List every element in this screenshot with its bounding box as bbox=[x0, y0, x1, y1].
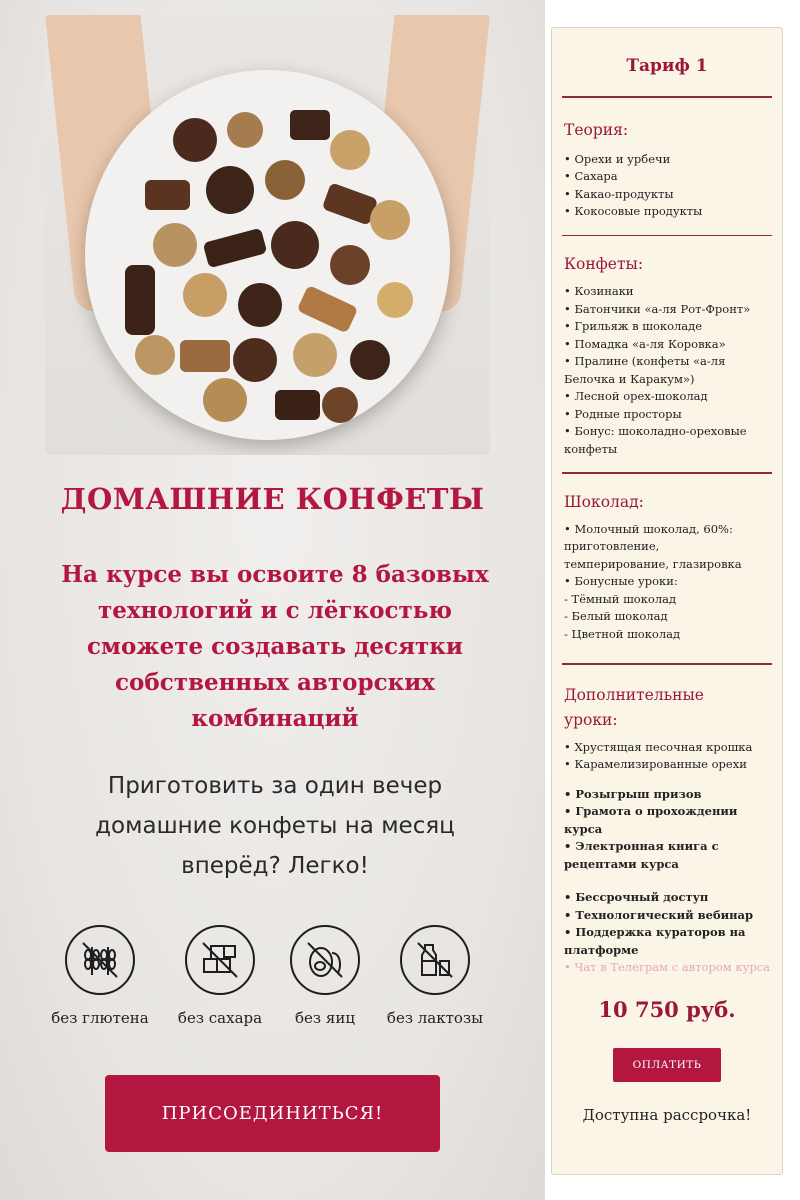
divider bbox=[562, 472, 772, 474]
list-item: • Сахара bbox=[564, 169, 618, 183]
list-item: • Козинаки bbox=[564, 284, 634, 298]
pay-button[interactable]: ОПЛАТИТЬ bbox=[613, 1048, 721, 1082]
list-item: конфеты bbox=[564, 441, 618, 456]
feature-no-lactose bbox=[380, 925, 490, 1027]
list-item: • Грамота о прохождении курса bbox=[564, 804, 738, 836]
section-chocolate bbox=[564, 490, 770, 644]
list-item: • Чат в Телеграм с автором курса bbox=[564, 960, 770, 974]
tariff-card bbox=[551, 27, 783, 1175]
feature-list bbox=[51, 925, 495, 1035]
list-item: • Грильяж в шоколаде bbox=[564, 319, 703, 333]
section-extra-lessons bbox=[564, 683, 770, 977]
course-subtitle bbox=[45, 557, 505, 737]
list-item: - Тёмный шоколад bbox=[564, 591, 677, 606]
list-item: приготовление, bbox=[564, 539, 660, 553]
list-item: • Родные просторы bbox=[564, 406, 682, 421]
join-button[interactable]: ПРИСОЕДИНИТЬСЯ! bbox=[105, 1075, 440, 1152]
list-item: • Молочный шоколад, 60%: bbox=[564, 521, 733, 536]
feature-no-eggs bbox=[270, 925, 380, 1027]
list-item: рецептами курса bbox=[564, 856, 679, 871]
no-sugar-icon bbox=[185, 925, 255, 995]
section-title: уроки: bbox=[564, 710, 618, 729]
feature-label: без глютена bbox=[51, 1009, 149, 1027]
list-item: • Поддержка кураторов на bbox=[564, 925, 746, 939]
subtitle-line: технологий и с лёгкостью bbox=[98, 597, 452, 624]
feature-no-sugar bbox=[165, 925, 275, 1027]
list-item: • Помадка «а-ля Коровка» bbox=[564, 336, 726, 351]
candies-illustration bbox=[85, 70, 450, 440]
divider bbox=[562, 663, 772, 665]
subtitle-line: собственных авторских bbox=[115, 669, 435, 696]
subtitle-line: сможете создавать десятки bbox=[87, 633, 463, 660]
lead-line: Приготовить за один вечер bbox=[107, 773, 443, 799]
list-item: • Пралине (конфеты «а-ля bbox=[564, 354, 726, 368]
list-item: • Лесной орех-шоколад bbox=[564, 389, 708, 403]
divider bbox=[562, 235, 772, 237]
list-item: • Бонусные уроки: bbox=[564, 574, 678, 588]
lead-text bbox=[45, 766, 505, 886]
list-item: • Электронная книга с bbox=[564, 839, 719, 853]
feature-no-gluten bbox=[45, 925, 155, 1027]
list-item: - Белый шоколад bbox=[564, 609, 668, 623]
lead-line: домашние конфеты на месяц bbox=[95, 813, 455, 839]
lead-line: вперёд? Легко! bbox=[181, 853, 369, 879]
page-title: ДОМАШНИЕ КОНФЕТЫ bbox=[60, 482, 485, 516]
feature-label: без сахара bbox=[177, 1009, 263, 1027]
feature-label: без яиц bbox=[295, 1009, 355, 1027]
no-lactose-icon bbox=[400, 925, 470, 995]
section-title: Конфеты: bbox=[564, 255, 644, 273]
subtitle-line: На курсе вы освоите 8 базовых bbox=[61, 561, 489, 588]
divider bbox=[562, 96, 772, 98]
installment-note: Доступна рассрочка! bbox=[582, 1105, 752, 1124]
section-title: Дополнительные bbox=[564, 685, 704, 704]
subtitle-line: комбинаций bbox=[191, 705, 359, 732]
list-item: темперирование, глазировка bbox=[564, 556, 742, 571]
section-title: Шоколад: bbox=[564, 492, 644, 511]
list-item: • Батончики «а-ля Рот-Фронт» bbox=[564, 301, 751, 316]
hero-image bbox=[45, 15, 490, 455]
candy-bowl bbox=[85, 70, 450, 440]
section-title: Теория: bbox=[564, 120, 629, 139]
list-item: • Розыгрыш призов bbox=[564, 786, 702, 801]
list-item: • Карамелизированные орехи bbox=[564, 757, 747, 771]
list-item: • Кокосовые продукты bbox=[564, 204, 703, 218]
feature-label: без лактозы bbox=[386, 1009, 484, 1027]
price: 10 750 руб. bbox=[598, 996, 736, 1022]
list-item: • Бонус: шоколадно-ореховые bbox=[564, 424, 747, 438]
list-item: платформе bbox=[564, 942, 639, 957]
no-eggs-icon bbox=[290, 925, 360, 995]
list-item: • Бессрочный доступ bbox=[564, 890, 709, 904]
section-candies bbox=[564, 252, 770, 458]
no-gluten-icon bbox=[65, 925, 135, 995]
list-item: • Орехи и урбечи bbox=[564, 151, 671, 166]
section-theory bbox=[564, 118, 770, 221]
list-item: • Технологический вебинар bbox=[564, 907, 754, 922]
tariff-title: Тариф 1 bbox=[626, 56, 708, 76]
list-item: • Какао-продукты bbox=[564, 186, 674, 201]
list-item: • Хрустящая песочная крошка bbox=[564, 739, 753, 754]
list-item: - Цветной шоколад bbox=[564, 626, 681, 641]
list-item: Белочка и Каракум») bbox=[564, 371, 695, 386]
